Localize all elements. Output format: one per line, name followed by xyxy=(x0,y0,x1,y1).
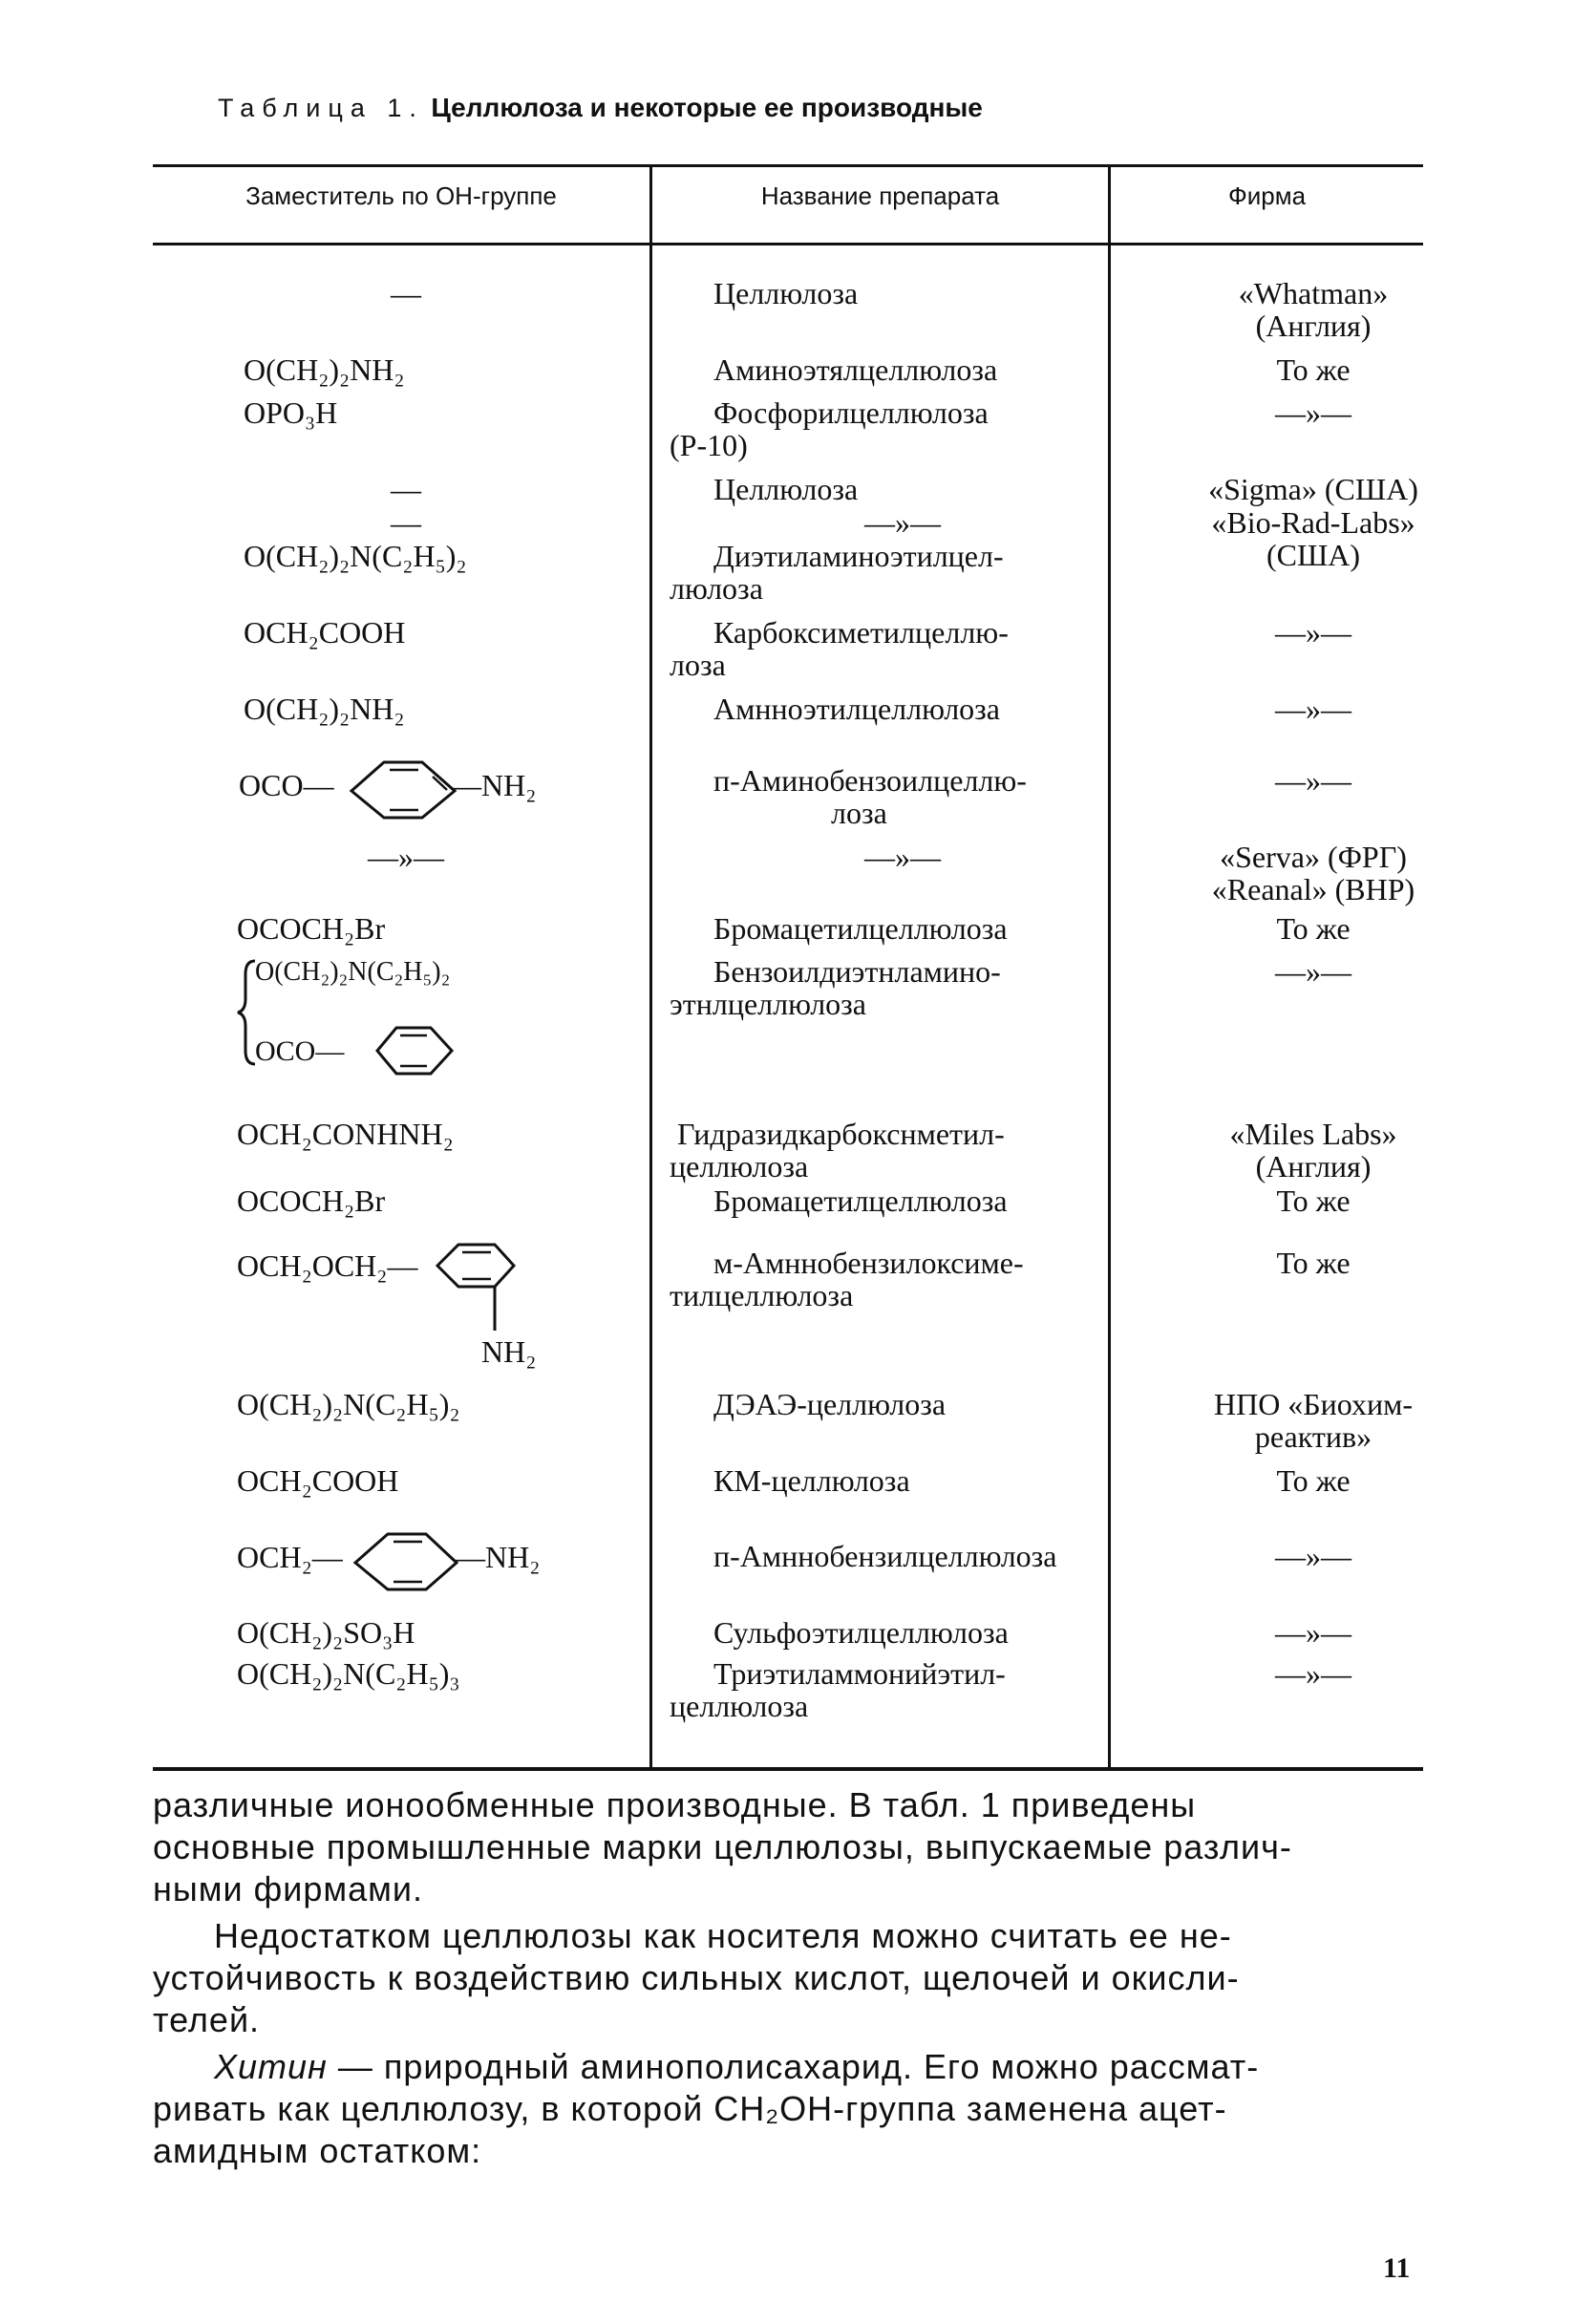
substituent-cell xyxy=(237,1237,657,1380)
body-paragraph xyxy=(153,1915,1423,2041)
preparation-line: Целлюлоза xyxy=(713,472,859,506)
paragraph-line: ными фирмами. xyxy=(153,1869,423,1908)
substituent-cell: O(CH₂)₂NH₂ xyxy=(244,352,405,387)
substituent-prefix: OCO— xyxy=(239,768,334,802)
substituent-amine: NH₂ xyxy=(481,1334,537,1369)
preparation-line: лоза xyxy=(670,648,726,682)
table-bottom-rule xyxy=(153,1767,1423,1771)
firm-line: То же xyxy=(1276,911,1351,946)
preparation-line: Триэтиламмонийэтил- xyxy=(713,1656,1006,1691)
preparation-line: КМ-целлюлоза xyxy=(713,1463,910,1498)
firm-line: —»— xyxy=(1275,1656,1351,1691)
body-paragraph xyxy=(153,2046,1423,2172)
table-header-rule xyxy=(153,243,1423,245)
firm-cell xyxy=(1122,396,1504,429)
substituent-cell: OCOCH₂Br xyxy=(237,911,386,946)
preparation-line: целлюлоза xyxy=(670,1149,809,1183)
preparation-line: Карбоксиметилцеллю- xyxy=(713,615,1009,650)
firm-line: «Sigma» (США) xyxy=(1208,472,1418,506)
substituent-cell: OCOCH₂Br xyxy=(237,1183,386,1218)
paragraph-line: Недостатком целлюлозы как носителя можно считать ее не- xyxy=(214,1916,1232,1955)
preparation-cell xyxy=(783,506,1022,539)
preparation-cell xyxy=(664,540,1246,605)
header-preparation: Название препарата xyxy=(760,181,1000,210)
table-top-rule xyxy=(153,164,1423,167)
firm-cell xyxy=(1122,764,1504,797)
firm-line: (Англия) xyxy=(1255,309,1372,343)
preparation-line: —»— xyxy=(864,840,941,874)
substituent-cell: OCH₂COOH xyxy=(237,1463,399,1498)
preparation-line: м-Амннобензилоксиме- xyxy=(713,1246,1024,1280)
firm-cell xyxy=(1122,1616,1504,1649)
firm-line: реактив» xyxy=(1254,1419,1373,1454)
firm-line: «Miles Labs» xyxy=(1229,1117,1397,1151)
firm-line: То же xyxy=(1276,1246,1351,1280)
substituent-suffix: —NH₂ xyxy=(451,768,537,802)
preparation-cell xyxy=(783,841,1022,873)
preparation-line: люлоза xyxy=(670,571,763,606)
page-number: 11 xyxy=(1383,2252,1411,2284)
firm-line: «Whatman» xyxy=(1238,276,1389,310)
substituent-cell xyxy=(237,1526,657,1595)
firm-line: —»— xyxy=(1275,954,1351,989)
substituent-cell: — xyxy=(391,505,421,540)
preparation-line: Бромацетилцеллюлоза xyxy=(713,911,1008,946)
table-caption xyxy=(218,92,983,124)
preparation-line: п-Амннобензилцеллюлоза xyxy=(713,1539,1057,1573)
substituent-cell: — xyxy=(391,472,421,506)
preparation-line: тилцеллюлоза xyxy=(670,1278,854,1312)
substituent-cell: OCH₂CONHNH₂ xyxy=(237,1117,454,1151)
firm-cell xyxy=(1122,353,1504,386)
firm-cell xyxy=(1122,1388,1504,1453)
substituent-cell: — xyxy=(391,276,421,310)
substituent-cell: OCH₂COOH xyxy=(244,615,406,650)
firm-cell xyxy=(1122,1184,1504,1217)
preparation-line: Фосфорилцеллюлоза xyxy=(713,395,989,430)
firm-cell xyxy=(1122,616,1504,649)
paragraph-line: основные промышленные марки целлюлозы, выпускаемые различ- xyxy=(153,1827,1292,1866)
firm-cell xyxy=(1122,1657,1504,1690)
firm-line: То же xyxy=(1276,1463,1351,1498)
firm-cell xyxy=(1122,955,1504,988)
preparation-line: этнлцеллюлоза xyxy=(670,987,866,1021)
preparation-line: (Р-10) xyxy=(670,428,748,462)
substituent-cell: O(CH₂)₂N(C₂H₅)₃ xyxy=(237,1656,460,1691)
firm-line: (Англия) xyxy=(1255,1149,1372,1183)
preparation-line: целлюлоза xyxy=(670,1689,809,1723)
firm-cell xyxy=(1122,1118,1504,1183)
paragraph-line: телей. xyxy=(153,2000,261,2039)
firm-line: «Bio-Rad-Labs» xyxy=(1211,505,1415,540)
preparation-line: ДЭАЭ-целлюлоза xyxy=(713,1387,947,1421)
firm-line: —»— xyxy=(1275,1539,1351,1573)
firm-line: —»— xyxy=(1275,395,1351,430)
table-caption-title: Целлюлоза и некоторые ее производные xyxy=(431,93,983,122)
firm-cell xyxy=(1122,1540,1504,1572)
substituent-cell: —»— xyxy=(368,840,444,874)
preparation-line: п-Аминобензоилцеллю- xyxy=(713,763,1027,798)
substituent-cell xyxy=(239,755,659,821)
firm-line: НПО «Биохим- xyxy=(1213,1387,1414,1421)
preparation-line: Гидразидкарбокснметил- xyxy=(677,1117,1005,1151)
benzene-ring-icon xyxy=(237,1237,657,1380)
firm-line: «Serva» (ФРГ) xyxy=(1220,840,1407,874)
table-caption-label: Таблица 1. xyxy=(218,94,424,122)
firm-cell xyxy=(1122,912,1504,945)
firm-cell xyxy=(1122,473,1504,505)
benzene-ring-icon xyxy=(237,1526,657,1595)
paragraph-line: — природный аминополисахарид. Его можно рассмат- xyxy=(327,2047,1260,2086)
paragraph-line: устойчивость к воздействию сильных кислот, щелочей и окисли- xyxy=(153,1958,1240,1997)
substituent-cell: O(CH₂)₂N(C₂H₅)₂ xyxy=(244,539,467,573)
preparation-line: Сульфоэтилцеллюлоза xyxy=(713,1615,1009,1650)
preparation-line: Целлюлоза xyxy=(713,276,859,310)
firm-line: —»— xyxy=(1275,692,1351,726)
header-substituent: Заместитель по ОН-группе xyxy=(245,181,557,210)
firm-line: То же xyxy=(1276,352,1351,387)
firm-cell xyxy=(1122,277,1504,342)
benzene-ring-icon xyxy=(239,755,659,823)
firm-line: —»— xyxy=(1275,615,1351,650)
preparation-line: Диэтиламиноэтилцел- xyxy=(713,539,1004,573)
substituent-cell: O(CH₂)₂NH₂ xyxy=(244,692,405,726)
term-chitin: Хитин xyxy=(214,2047,328,2086)
preparation-line: —»— xyxy=(864,505,941,540)
substituent-prefix: OCH₂OCH₂— xyxy=(237,1248,418,1283)
paragraph-line: амидным остатком: xyxy=(153,2131,482,2170)
substituent-cell: O(CH₂)₂N(C₂H₅)₂ xyxy=(237,1387,460,1421)
firm-cell xyxy=(1122,693,1504,725)
substituent-cell: OPO₃H xyxy=(244,395,338,430)
preparation-line: Аминоэтялцеллюлоза xyxy=(713,352,998,387)
substituent-line: O(CH₂)₂N(C₂H₅)₂ xyxy=(255,957,451,987)
body-paragraph xyxy=(153,1784,1423,1910)
firm-line: «Reanal» (ВНР) xyxy=(1211,872,1415,906)
firm-cell xyxy=(1122,841,1504,906)
preparation-line: Бензоилдиэтнламино- xyxy=(713,954,1001,989)
paragraph-line: различные ионообменные производные. В табл. 1 приведены xyxy=(153,1785,1197,1824)
firm-cell xyxy=(1122,1247,1504,1279)
substituent-cell xyxy=(234,955,654,1079)
substituent-line: OCO— xyxy=(255,1035,345,1067)
firm-line: То же xyxy=(1276,1183,1351,1218)
substituent-cell: O(CH₂)₂SO₃H xyxy=(237,1615,415,1650)
preparation-line: Амнноэтилцеллюлоза xyxy=(713,692,1000,726)
paragraph-line: ривать как целлюлозу, в которой CH₂OH-группа заменена ацет- xyxy=(153,2089,1227,2128)
substituent-prefix: OCH₂— xyxy=(237,1540,343,1574)
header-firm: Фирма xyxy=(1227,181,1307,210)
firm-line: —»— xyxy=(1275,763,1351,798)
firm-cell xyxy=(1122,1464,1504,1497)
firm-line: —»— xyxy=(1275,1615,1351,1650)
substituent-suffix: —NH₂ xyxy=(455,1540,541,1574)
preparation-line: Бромацетилцеллюлоза xyxy=(713,1183,1008,1218)
preparation-line: лоза xyxy=(831,796,887,830)
firm-line: (США) xyxy=(1266,538,1361,572)
